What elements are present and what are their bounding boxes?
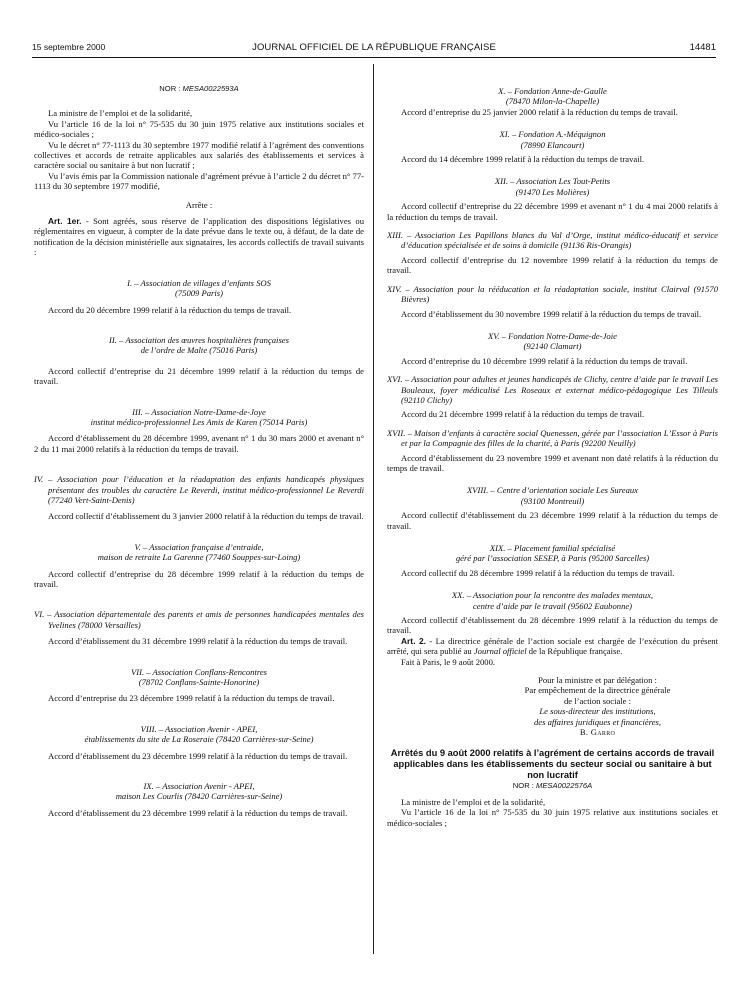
- arretes-heading: Arrêtés du 9 août 2000 relatifs à l’agrément de certains accords de travail applicables dans les établissements du secteur social ou sanitaire à but non lucratif: [390, 747, 715, 780]
- section-text: Accord collectif d’entreprise du 12 novembre 1999 relatif à la réduction du temps de travail.: [387, 254, 718, 276]
- header-journal-title: JOURNAL OFFICIEL DE LA RÉPUBLIQUE FRANÇAISE: [252, 42, 496, 53]
- signature-block: [387, 675, 718, 737]
- section-title: XVIII. – Centre d’orientation sociale Les Sureaux: [467, 485, 638, 496]
- section-title: X. – Fondation Anne-de-Gaulle: [498, 86, 607, 96]
- section-text: Accord d’établissement du 30 novembre 1999 relatif à la réduction du temps de travail.: [401, 308, 702, 319]
- section-text: Accord d’établissement du 31 décembre 1999 relatif à la réduction du temps de travail.: [48, 636, 348, 647]
- section-place: établissements du site de La Roseraie (78420 Carrières-sur-Seine): [84, 734, 314, 745]
- visa-loi: Vu l’article 16 de la loi n° 75-535 du 30 juin 1975 relative aux institutions sociales et médico-sociales ;: [34, 118, 364, 140]
- signature-line: Par empêchement de la directrice générale: [524, 685, 671, 696]
- section-place: (93100 Montreuil): [520, 495, 585, 506]
- section-title: IV. – Association pour l’éducation et la réadaptation des enfants handicapés physiques présentant des troubles du caractère Le Reverdi, institut médico-professionnel Le Reverdi (77240 Vert-Saint-Denis): [34, 474, 364, 505]
- section-title: V. – Association française d’entraide,: [134, 541, 264, 552]
- section-text: Accord d’entreprise du 25 janvier 2000 relatif à la réduction du temps de travail.: [401, 106, 678, 117]
- section-title: IX. – Association Avenir - APEI,: [143, 781, 255, 792]
- header-date: 15 septembre 2000: [32, 42, 106, 52]
- section-place: centre d’aide par le travail (95602 Eaubonne): [472, 600, 633, 611]
- section-title: VII. – Association Conflans-Rencontres: [130, 666, 268, 677]
- section-place: maison de retraite La Garenne (77460 Souppes-sur-Loing): [97, 552, 301, 563]
- section-title: XX. – Association pour la rencontre des malades mentaux,: [451, 590, 654, 601]
- article-1: Art. 1er. - Sont agréés, sous réserve de l’application des dispositions législatives ou réglementaires en vigueur, à compter de la date prévue dans le texte ou, à défaut, de la date de notification de la décision ministérielle aux signataires, les accords collectifs de travail suivants :: [34, 216, 364, 258]
- signature-line: Pour la ministre et par délégation :: [538, 675, 657, 686]
- section-title: XII. – Association Les Tout-Petits: [494, 176, 611, 187]
- signature-line: de l’action sociale :: [563, 695, 632, 706]
- section-text: Accord d’établissement du 23 décembre 1999 relatif à la réduction du temps de travail.: [48, 750, 348, 761]
- section-title: XV. – Fondation Notre-Dame-de-Joie: [488, 330, 617, 341]
- section-text: Accord d’établissement du 28 décembre 1999, avenant n° 1 du 30 mars 2000 et avenant n° 2 du 11 mai 2000 relatifs à la réduction du temps de travail.: [34, 433, 364, 454]
- section-text: Accord du 21 décembre 1999 relatif à la réduction du temps de travail.: [401, 409, 645, 420]
- section-text: Accord du 20 décembre 1999 relatif à la réduction du temps de travail.: [48, 304, 292, 315]
- section-text: Accord d’entreprise du 10 décembre 1999 relatif à la réduction du temps de travail.: [401, 355, 688, 366]
- section-text: Accord d’établissement du 23 décembre 1999 relatif à la réduction du temps de travail.: [48, 807, 348, 818]
- minister-line: La ministre de l’emploi et de la solidarité,: [48, 108, 193, 119]
- section-title: XVII. – Maison d’enfants à caractère social Quenessen, gérée par l’association L’Essor à Paris et par la Compagnie des filles de la charité, à Paris (92200 Neuilly): [387, 427, 718, 449]
- section-text: Accord collectif d’entreprise du 22 décembre 1999 et avenant n° 1 du 4 mai 2000 relatifs à la réduction du temps de travail.: [387, 201, 718, 222]
- section-text: Accord collectif d’entreprise du 28 décembre 1999 relatif à la réduction du temps de travail.: [34, 568, 364, 589]
- section-title: VI. – Association départementale des parents et amis de personnes handicapées mentales des Yvelines (78000 Versailles): [34, 609, 364, 630]
- section-place: (78470 Milon-la-Chapelle): [505, 96, 600, 107]
- section-text: Accord du 14 décembre 1999 relatif à la réduction du temps de travail.: [401, 154, 645, 165]
- section-place: maison Les Courlis (78420 Carrières-sur-Seine): [115, 791, 283, 802]
- section-title: I. – Association de villages d’enfants SOS: [127, 277, 271, 288]
- section-title: VIII. – Association Avenir - APEI,: [140, 723, 258, 734]
- visa-decret: Vu le décret n° 77-1113 du 30 septembre 1977 modifié relatif à l’agrément des conventions collectives et accords de retraite applicables aux salariés des établissements et services à caractère social ou sanitaire à but non lucratif ;: [34, 139, 364, 171]
- nor-reference: NOR : MESA0022576A: [512, 780, 593, 790]
- section-place: institut médico-professionnel Les Amis de Karen (75014 Paris): [90, 416, 308, 427]
- section-title: XIV. – Association pour la rééducation et la réadaptation sociale, institut Clairval (91570 Bièvres): [387, 283, 718, 305]
- section-title: XVI. – Association pour adultes et jeunes handicapés de Clichy, centre d’aide par le travail Les Bouleaux, foyer médicalisé Les Roseaux et externat médico-pédagogique Les Tilleuls (92110 Clichy): [387, 374, 718, 405]
- section-title: II. – Association des œuvres hospitalières françaises: [109, 334, 289, 345]
- section-title: XIX. – Placement familial spécialisé: [489, 543, 616, 553]
- section-text: Accord collectif d’établissement du 23 décembre 1999 relatif à la réduction du temps de travail.: [387, 510, 718, 531]
- section-place: (92140 Clamart): [523, 341, 582, 352]
- section-place: (75009 Paris): [175, 288, 223, 299]
- signature-line: des affaires juridiques et financières,: [533, 716, 662, 727]
- signature-date: Fait à Paris, le 9 août 2000.: [401, 656, 496, 667]
- section-place: (91470 Les Molières): [515, 186, 590, 197]
- signature-line: Le sous-directeur des institutions,: [539, 706, 656, 717]
- section-place: (78702 Conflans-Sainte-Honorine): [138, 677, 260, 688]
- minister-line: La ministre de l’emploi et de la solidarité,: [401, 796, 546, 807]
- section-text: Accord collectif du 28 décembre 1999 relatif à la réduction du temps de travail.: [401, 567, 675, 578]
- visa-loi: Vu l’article 16 de la loi n° 75-535 du 30 juin 1975 relative aux institutions sociales et médico-sociales ;: [387, 807, 718, 828]
- section-place: géré par l’association SESEP, à Paris (95200 Sarcelles): [455, 553, 650, 564]
- section-title: XIII. – Association Les Papillons blancs du Val d’Orge, institut médico-éducatif et service d’éducation spécialisée et de soins à domicile (91136 Ris-Orangis): [387, 230, 718, 251]
- header-page-number: 14481: [689, 42, 716, 53]
- arrete-heading: Arrête :: [185, 199, 213, 210]
- column-divider: [373, 64, 374, 954]
- section-text: Accord collectif d’établissement du 28 décembre 1999 relatif à la réduction du temps de travail.: [387, 615, 718, 636]
- section-place: (78990 Elancourt): [520, 139, 585, 150]
- section-title: XI. – Fondation A.-Méquignon: [499, 129, 606, 140]
- right-column: [387, 86, 718, 828]
- article-2: Art. 2. - La directrice générale de l’action sociale est chargée de l’exécution du présent arrêté, qui sera publié au Journal officiel de la République française.: [387, 635, 718, 657]
- signatory-name: B. Garro: [579, 727, 616, 738]
- section-title: III. – Association Notre-Dame-de-Joye: [132, 406, 266, 417]
- section-text: Accord collectif d’établissement du 3 janvier 2000 relatif à la réduction du temps de travail.: [48, 511, 364, 522]
- section-text: Accord collectif d’entreprise du 21 décembre 1999 relatif à la réduction du temps de travail.: [34, 365, 364, 387]
- visa-avis: Vu l’avis émis par la Commission nationale d’agrément prévue à l’article 2 du décret n° 77-1113 du 30 septembre 1977 modifié,: [34, 170, 364, 192]
- header-rule: [32, 57, 716, 58]
- page-header: [32, 42, 716, 56]
- section-text: Accord d’établissement du 23 novembre 1999 et avenant non daté relatifs à la réduction du temps de travail.: [387, 452, 718, 473]
- nor-reference: NOR : MESA0022593A: [159, 84, 239, 93]
- left-column: [34, 84, 364, 818]
- section-text: Accord d’entreprise du 23 décembre 1999 relatif à la réduction du temps de travail.: [48, 693, 335, 704]
- section-place: de l’ordre de Malte (75016 Paris): [140, 345, 258, 356]
